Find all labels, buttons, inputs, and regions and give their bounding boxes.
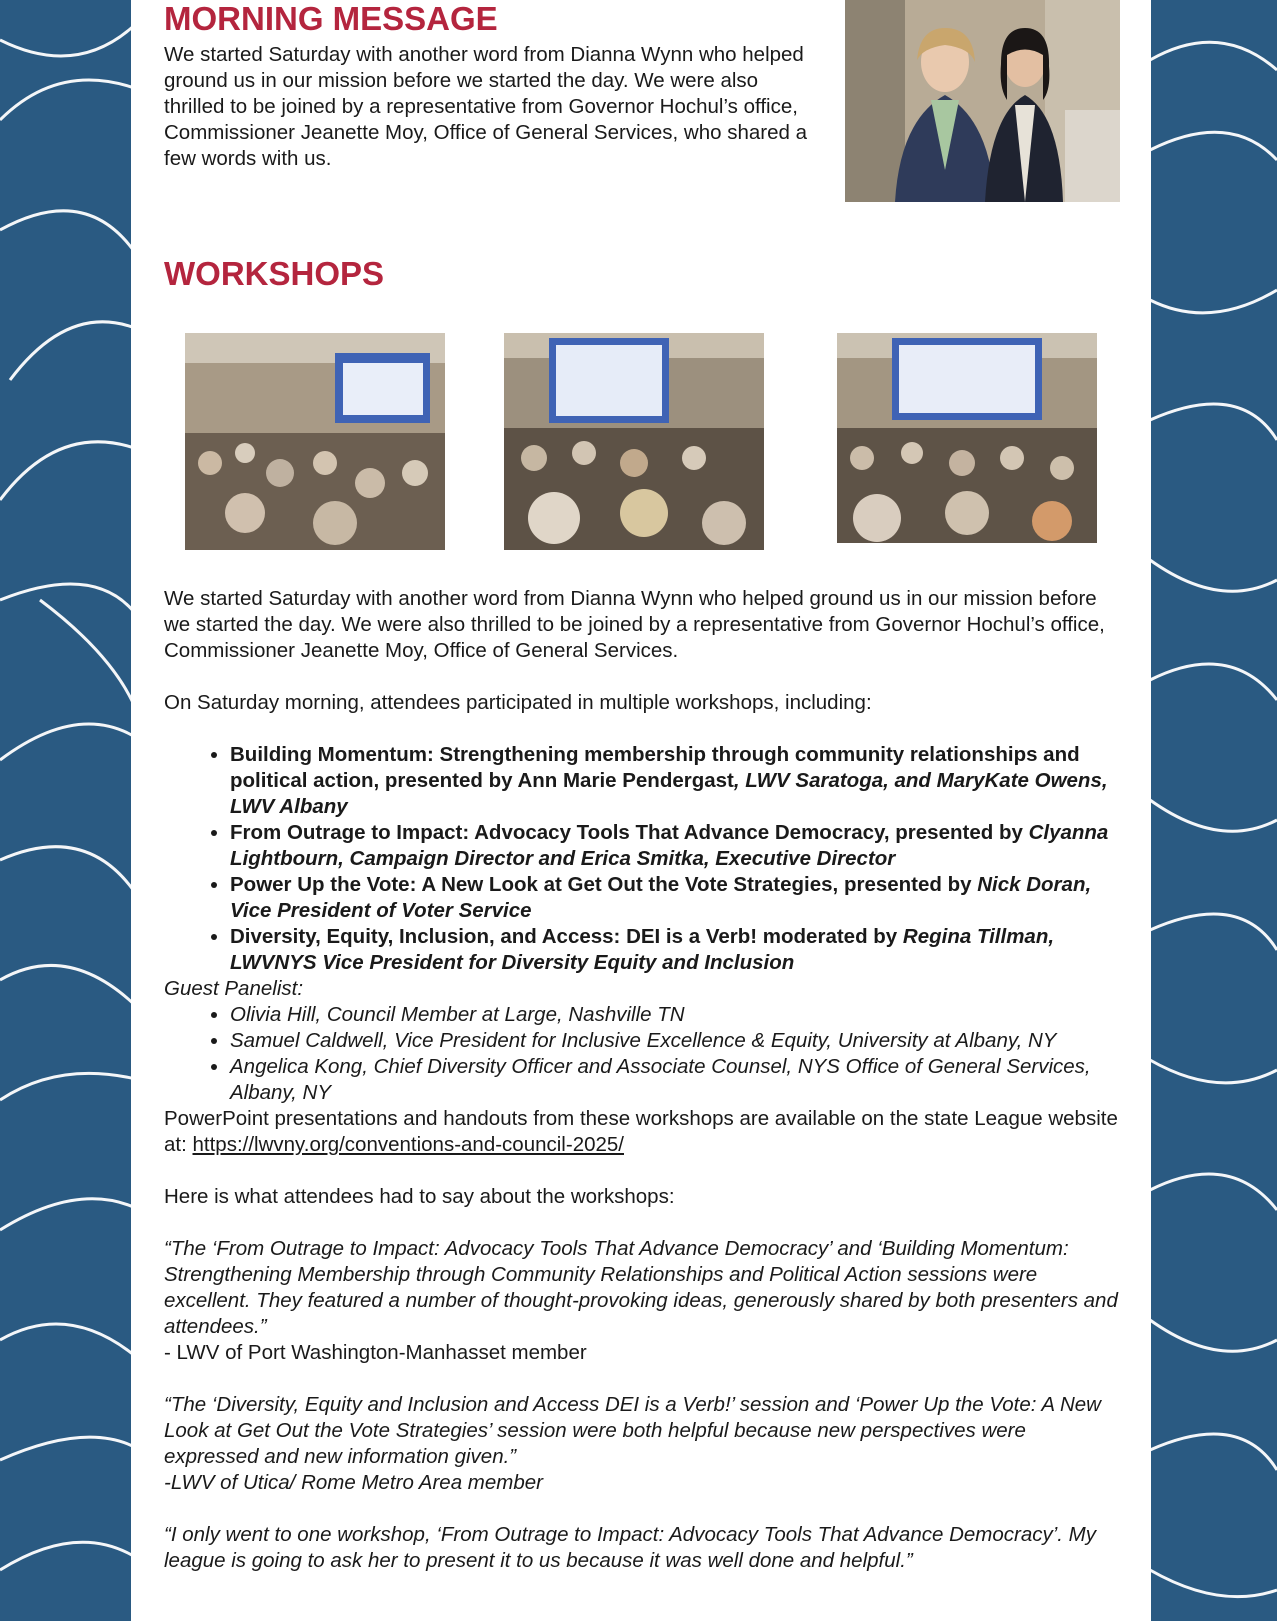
quote-1: “The ‘From Outrage to Impact: Advocacy Tools That Advance Democracy’ and ‘Building Momentum: Strengthening Membership through Community Relationships and Political Action sessions were excellent. They featured a number of thought-provoking ideas, generously shared by both presenters and attendees.” (164, 1237, 1118, 1338)
photo-two-women (845, 0, 1120, 202)
workshop-list (164, 742, 1124, 976)
quote-2-author: -LWV of Utica/ Rome Metro Area member (164, 1471, 543, 1494)
workshop-photo-1 (185, 333, 445, 550)
quote-3: “I only went to one workshop, ‘From Outrage to Impact: Advocacy Tools That Advance Democracy’. My league is going to ask her to present it to us because it was well done and helpful.” (164, 1523, 1096, 1572)
feedback-lead: Here is what attendees had to say about the workshops: (164, 1185, 675, 1208)
workshops-body (164, 586, 1124, 1574)
workshops-lead: On Saturday morning, attendees participated in multiple workshops, including: (164, 691, 872, 714)
quote-2: “The ‘Diversity, Equity and Inclusion and Access DEI is a Verb!’ session and ‘Power Up the Vote: A New Look at Get Out the Vote Strategies’ session were both helpful because new perspectives were expressed and new information given.” (164, 1393, 1101, 1468)
morning-message-body: We started Saturday with another word from Dianna Wynn who helped ground us in our mission before we started the day. We were also thrilled to be joined by a representative from Governor Hochul’s office, Commissioner Jeanette Moy, Office of General Services, who shared a few words with us. (164, 43, 807, 170)
panelist-list (164, 1002, 1124, 1106)
list-item: • Samuel Caldwell, Vice President for Inclusive Excellence & Equity, University at Albany, NY (230, 1028, 1124, 1054)
morning-message-heading: MORNING MESSAGE (164, 0, 498, 37)
workshop-photo-2 (504, 333, 764, 550)
workshops-heading: WORKSHOPS (164, 255, 385, 292)
quote-1-author: - LWV of Port Washington-Manhasset member (164, 1341, 587, 1364)
resources-link[interactable]: https://lwvny.org/conventions-and-council-2025/ (192, 1133, 624, 1156)
workshops-intro: We started Saturday with another word from Dianna Wynn who helped ground us in our mission before we started the day. We were also thrilled to be joined by a representative from Governor Hochul’s office, Commissioner Jeanette Moy, Office of General Services. (164, 587, 1105, 662)
list-item: • Power Up the Vote: A New Look at Get Out the Vote Strategies, presented by Nick Doran, Vice President of Voter Service (230, 872, 1124, 924)
list-item: • Olivia Hill, Council Member at Large, Nashville TN (230, 1002, 1124, 1028)
list-item: • Diversity, Equity, Inclusion, and Access: DEI is a Verb! moderated by Regina Tillman, LWVNYS Vice President for Diversity Equity and Inclusion (230, 924, 1124, 976)
resources-paragraph: PowerPoint presentations and handouts from these workshops are available on the state League website at: https://lwvny.org/conventions-and-council-2025/ (164, 1107, 1118, 1156)
workshop-photo-3 (837, 333, 1097, 543)
list-item: • Angelica Kong, Chief Diversity Officer and Associate Counsel, NYS Office of General Services, Albany, NY (230, 1054, 1124, 1106)
newsletter-page (131, 0, 1151, 1621)
list-item: • From Outrage to Impact: Advocacy Tools That Advance Democracy, presented by Clyanna Lightbourn, Campaign Director and Erica Smitka, Executive Director (230, 820, 1124, 872)
list-item: • Building Momentum: Strengthening membership through community relationships and political action, presented by Ann Marie Pendergast, LWV Saratoga, and MaryKate Owens, LWV Albany (230, 742, 1124, 820)
guest-panelist-label: Guest Panelist: (164, 977, 304, 1000)
